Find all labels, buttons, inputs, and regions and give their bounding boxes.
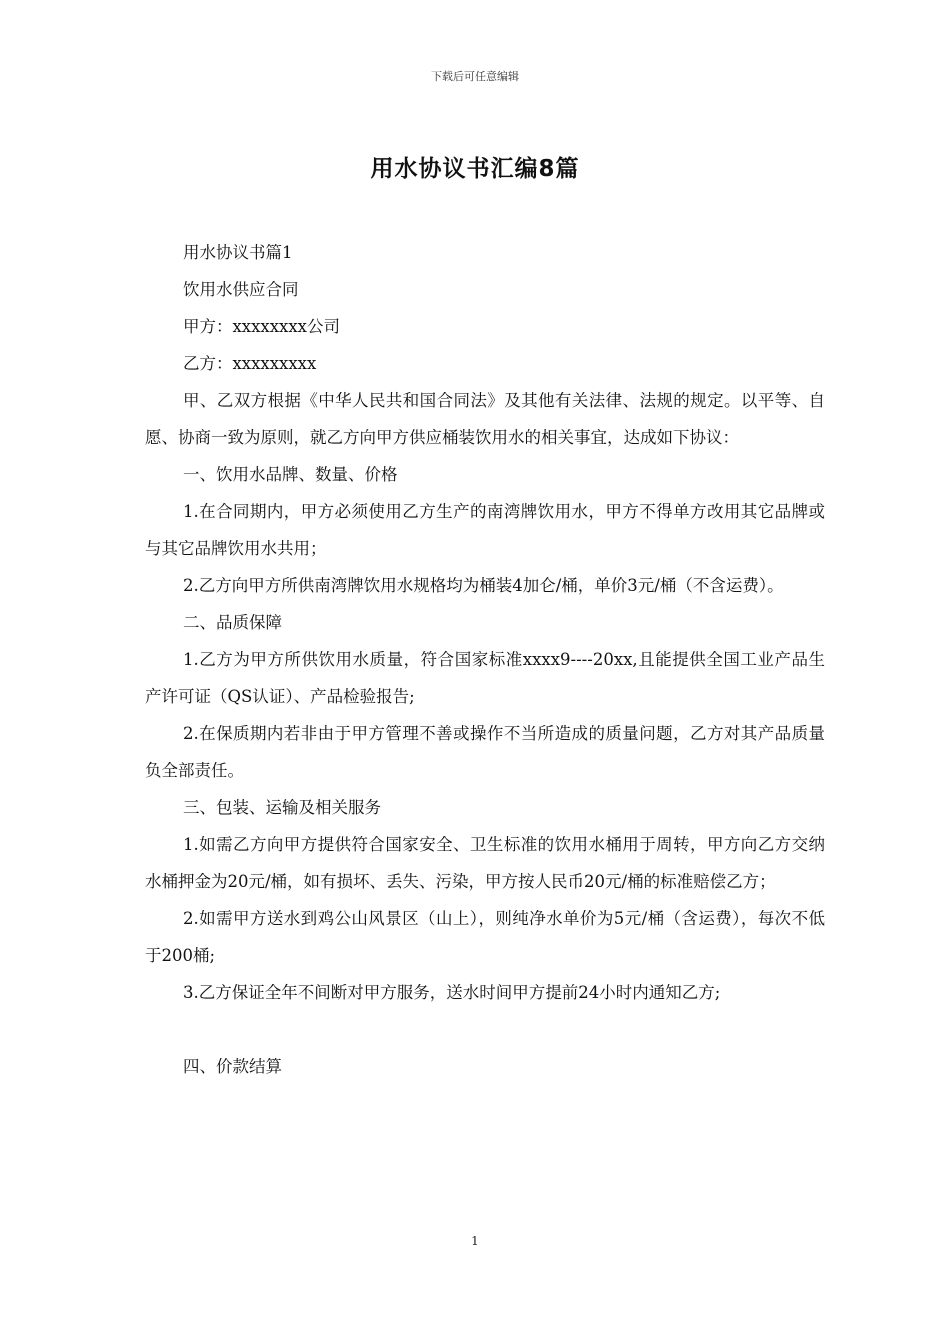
clause-heading-1: 一、饮用水品牌、数量、价格: [183, 465, 398, 484]
clause-heading-2: 二、品质保障: [183, 613, 282, 632]
clause-3-item-3: 3.乙方保证全年不间断对甲方服务，送水时间甲方提前24小时内通知乙方;: [183, 983, 721, 1002]
clause-heading-4: 四、价款结算: [183, 1057, 282, 1076]
clause-1-item-1: 1.在合同期内，甲方必须使用乙方生产的南湾牌饮用水，甲方不得单方改用其它品牌或与其它品牌饮用水共用；: [145, 502, 825, 558]
clause-heading-3: 三、包装、运输及相关服务: [183, 798, 381, 817]
section-heading-article-1: 用水协议书篇1: [183, 243, 293, 262]
party-b: 乙方：xxxxxxxxx: [183, 354, 317, 373]
document-title: 用水协议书汇编8篇: [370, 156, 580, 182]
page-number: 1: [471, 1234, 479, 1248]
document-body: [145, 234, 825, 1085]
page-header-note: 下载后可任意编辑: [431, 70, 519, 83]
clause-2-item-1: 1.乙方为甲方所供饮用水质量，符合国家标准xxxx9----20xx,且能提供全国工业产品生产许可证（QS认证）、产品检验报告;: [145, 650, 825, 706]
paragraph-spacer: [145, 1011, 825, 1048]
party-a: 甲方：xxxxxxxx公司: [183, 317, 340, 336]
clause-2-item-2: 2.在保质期内若非由于甲方管理不善或操作不当所造成的质量问题，乙方对其产品质量负全部责任。: [145, 724, 825, 780]
clause-3-item-2: 2.如需甲方送水到鸡公山风景区（山上），则纯净水单价为5元/桶（含运费），每次不低于200桶;: [145, 909, 825, 965]
clause-1-item-2: 2.乙方向甲方所供南湾牌饮用水规格均为桶装4加仑/桶，单价3元/桶（不含运费）。: [183, 576, 784, 595]
contract-title: 饮用水供应合同: [183, 280, 299, 299]
clause-3-item-1: 1.如需乙方向甲方提供符合国家安全、卫生标准的饮用水桶用于周转，甲方向乙方交纳水桶押金为20元/桶，如有损坏、丢失、污染，甲方按人民币20元/桶的标准赔偿乙方；: [145, 835, 825, 891]
preamble-paragraph: 甲、乙双方根据《中华人民共和国合同法》及其他有关法律、法规的规定。以平等、自愿、协商一致为原则，就乙方向甲方供应桶装饮用水的相关事宜，达成如下协议：: [145, 391, 825, 447]
